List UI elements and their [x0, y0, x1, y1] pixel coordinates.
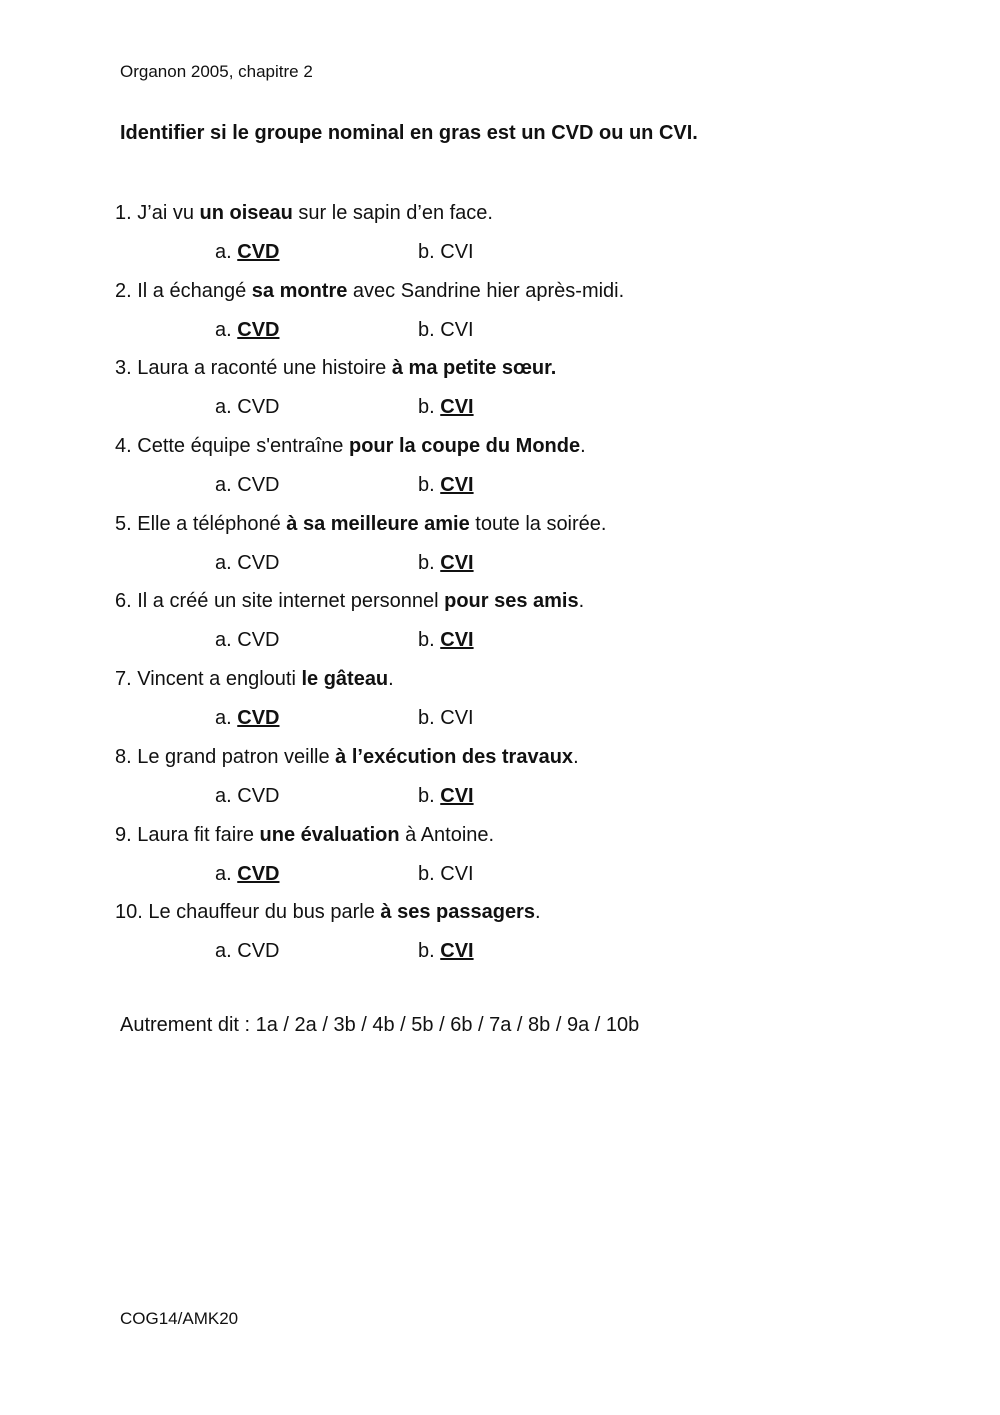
option-label: CVD — [237, 940, 280, 963]
question-bold-phrase: sa montre — [251, 279, 348, 302]
correct-answer: CVD — [237, 862, 280, 885]
option-label: CVD — [237, 629, 280, 652]
question-number: 10. — [115, 901, 143, 924]
answer-options-8 — [115, 782, 935, 821]
option-label: CVI — [440, 318, 474, 341]
correct-answer: CVI — [440, 940, 474, 963]
option-a — [215, 471, 279, 499]
answer-options-3 — [115, 393, 935, 432]
question-text-before: Le chauffeur du bus parle — [148, 901, 381, 924]
option-a — [215, 937, 279, 965]
question-number: 8. — [115, 745, 132, 768]
question-bold-phrase: une évaluation — [259, 823, 400, 846]
option-prefix: b. — [418, 241, 441, 263]
page-header: Organon 2005, chapitre 2 — [120, 62, 313, 81]
option-label: CVI — [440, 707, 474, 730]
option-a — [215, 393, 279, 421]
answer-options-7 — [115, 704, 935, 743]
question-text-before: Cette équipe s'entraîne — [137, 435, 349, 458]
option-prefix: a. — [215, 784, 238, 807]
question-number: 5. — [115, 512, 132, 535]
option-b — [418, 782, 474, 810]
question-bold-phrase: à ma petite sœur. — [391, 357, 557, 380]
instruction-heading: Identifier si le groupe nominal en gras est un CVD ou un CVI. — [120, 122, 698, 144]
option-prefix: b. — [418, 629, 441, 652]
correct-answer: CVD — [237, 707, 280, 730]
option-label: CVI — [440, 241, 474, 263]
question-text-before: J’ai vu — [137, 202, 200, 224]
option-prefix: a. — [215, 318, 238, 341]
question-bold-phrase: pour ses amis — [444, 590, 579, 613]
answer-summary: Autrement dit : 1a / 2a / 3b / 4b / 5b / 6b / 7a / 8b / 9a / 10b — [120, 1014, 640, 1036]
question-text-after: . — [573, 745, 579, 768]
option-prefix: a. — [215, 551, 238, 574]
question-number: 1. — [115, 202, 132, 224]
question-text-after: . — [388, 668, 394, 691]
answer-options-2 — [115, 316, 935, 355]
question-number: 7. — [115, 668, 132, 691]
option-prefix: a. — [215, 862, 238, 885]
question-bold-phrase: à ses passagers — [380, 901, 535, 924]
question-text-after: . — [580, 435, 586, 458]
option-prefix: b. — [418, 318, 441, 341]
option-b — [418, 549, 474, 577]
question-text-before: Laura fit faire — [137, 823, 260, 846]
question-number: 9. — [115, 823, 132, 846]
correct-answer: CVD — [237, 318, 280, 341]
option-b — [418, 316, 474, 344]
option-prefix: a. — [215, 396, 238, 419]
question-text-before: Vincent a englouti — [137, 668, 302, 691]
option-prefix: b. — [418, 862, 441, 885]
question-list — [115, 199, 935, 976]
option-prefix: a. — [215, 940, 238, 963]
answer-options-5 — [115, 549, 935, 588]
question-text-before: Il a échangé — [137, 279, 252, 302]
option-b — [418, 393, 474, 421]
question-5 — [115, 510, 935, 549]
option-b — [418, 704, 474, 732]
question-text-after: avec Sandrine hier après-midi. — [347, 279, 625, 302]
question-text-before: Le grand patron veille — [137, 745, 336, 768]
correct-answer: CVI — [440, 396, 474, 419]
question-text-before: Elle a téléphoné — [137, 512, 287, 535]
option-a — [215, 860, 279, 888]
option-a — [215, 549, 279, 577]
question-8 — [115, 743, 935, 782]
option-a — [215, 238, 279, 266]
question-text-after: toute la soirée. — [469, 512, 607, 535]
question-bold-phrase: à sa meilleure amie — [286, 512, 470, 535]
option-label: CVD — [237, 784, 280, 807]
question-text-after: . — [534, 901, 541, 924]
question-1 — [115, 199, 935, 238]
option-prefix: b. — [418, 396, 441, 419]
question-2 — [115, 277, 935, 316]
correct-answer: CVD — [237, 241, 280, 263]
question-number: 3. — [115, 357, 132, 380]
question-4 — [115, 432, 935, 471]
option-prefix: a. — [215, 629, 238, 652]
option-prefix: a. — [215, 241, 238, 263]
correct-answer: CVI — [440, 551, 474, 574]
option-b — [418, 471, 474, 499]
answer-options-4 — [115, 471, 935, 510]
option-a — [215, 316, 279, 344]
question-bold-phrase: à l’exécution des travaux — [335, 745, 574, 768]
question-7 — [115, 665, 935, 704]
option-b — [418, 860, 474, 888]
question-number: 4. — [115, 435, 132, 458]
answer-options-10 — [115, 937, 935, 976]
page-footer: COG14/AMK20 — [120, 1309, 239, 1328]
question-text-after: . — [578, 590, 585, 613]
correct-answer: CVI — [440, 629, 474, 652]
question-number: 6. — [115, 590, 132, 613]
question-9 — [115, 821, 935, 860]
option-label: CVD — [237, 551, 280, 574]
question-bold-phrase: le gâteau — [301, 668, 389, 691]
option-prefix: b. — [418, 474, 441, 497]
option-a — [215, 704, 279, 732]
question-6 — [115, 587, 935, 626]
option-b — [418, 626, 474, 654]
question-number: 2. — [115, 279, 132, 302]
question-text-before: Il a créé un site internet personnel — [137, 590, 445, 613]
question-3 — [115, 354, 935, 393]
answer-options-6 — [115, 626, 935, 665]
question-bold-phrase: pour la coupe du Monde — [349, 435, 581, 458]
option-label: CVD — [237, 396, 280, 419]
option-b — [418, 937, 474, 965]
option-prefix: b. — [418, 940, 441, 963]
correct-answer: CVI — [440, 474, 474, 497]
option-prefix: b. — [418, 707, 441, 730]
question-text-before: Laura a raconté une histoire — [137, 357, 392, 380]
question-text-after: à Antoine. — [399, 823, 495, 846]
option-prefix: a. — [215, 707, 238, 730]
option-b — [418, 238, 474, 266]
question-bold-phrase: un oiseau — [199, 202, 293, 224]
correct-answer: CVI — [440, 784, 474, 807]
answer-options-1 — [115, 238, 935, 277]
option-prefix: b. — [418, 784, 441, 807]
option-label: CVD — [237, 474, 280, 497]
question-text-after: sur le sapin d’en face. — [292, 202, 493, 224]
question-10 — [115, 898, 935, 937]
answer-options-9 — [115, 860, 935, 899]
option-label: CVI — [440, 862, 474, 885]
option-a — [215, 782, 279, 810]
option-prefix: a. — [215, 474, 238, 497]
option-a — [215, 626, 279, 654]
option-prefix: b. — [418, 551, 441, 574]
